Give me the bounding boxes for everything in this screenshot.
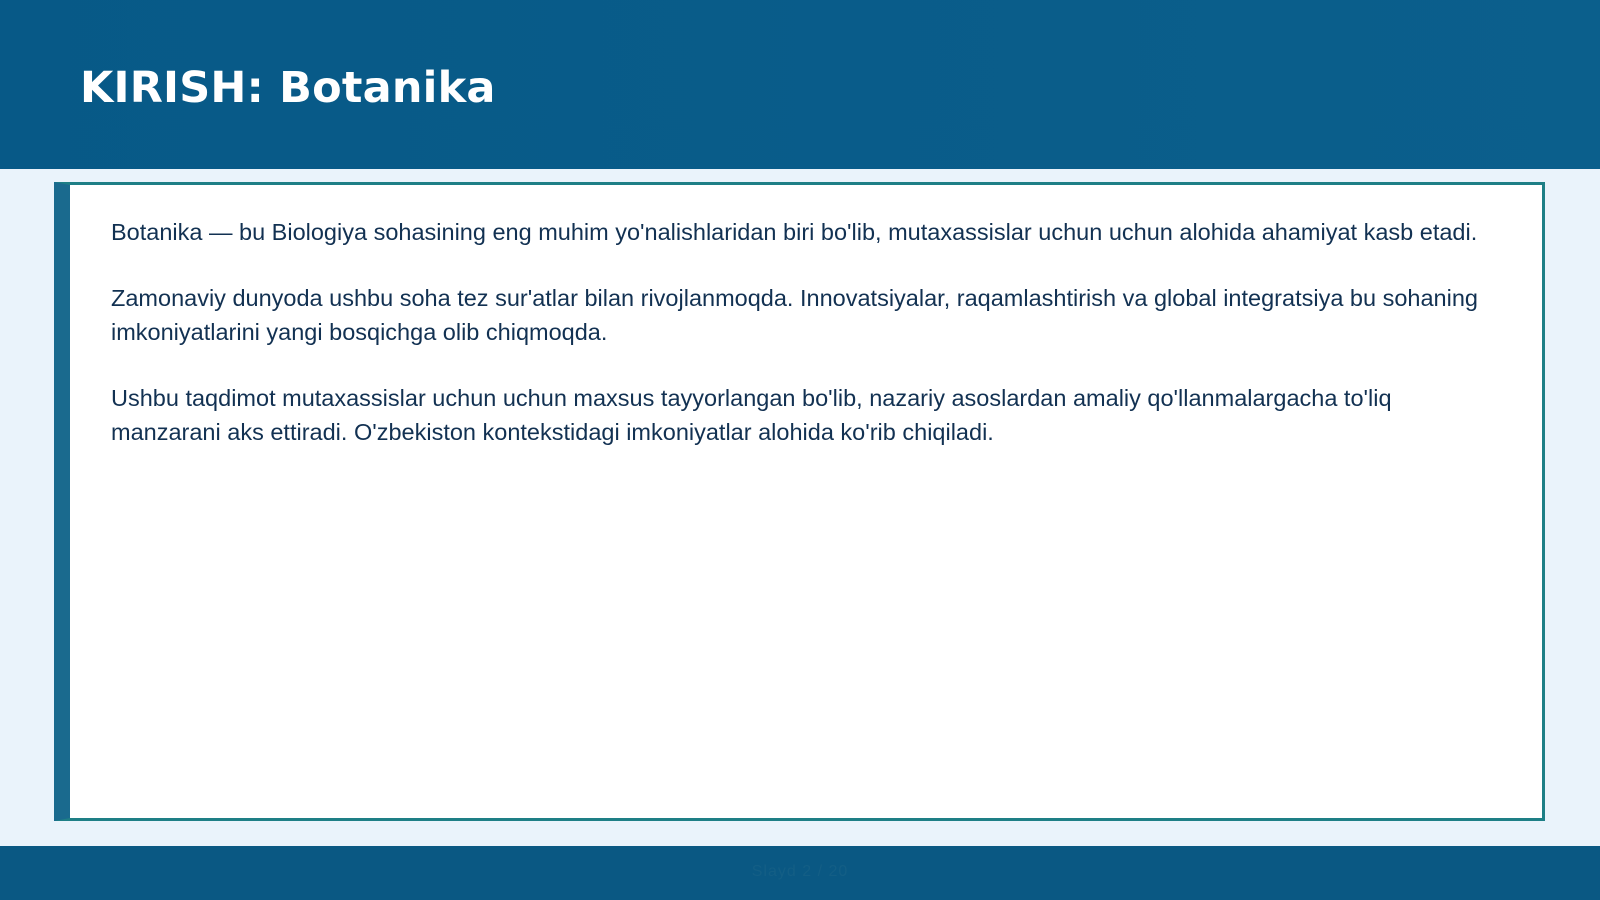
paragraph-modern-world: Zamonaviy dunyoda ushbu soha tez sur'atlar bilan rivojlanmoqda. Innovatsiyalar, raqamlashtirish va global integratsiya bu sohaning imkoniyatlarini yangi bosqichga olib chiqmoqda.	[111, 285, 1478, 345]
slide-number: Slayd 2 / 20	[751, 863, 849, 880]
slide-title: KIRISH: Botanika	[80, 63, 496, 113]
paragraph-intro: Botanika — bu Biologiya sohasining eng muhim yo'nalishlaridan biri bo'lib, mutaxassislar uchun uchun alohida ahamiyat kasb etadi.	[111, 219, 1478, 245]
content-text	[111, 215, 1501, 481]
slide-footer	[0, 846, 1600, 900]
content-box	[54, 182, 1545, 821]
slide-header	[0, 0, 1600, 169]
paragraph-presentation: Ushbu taqdimot mutaxassislar uchun uchun maxsus tayyorlangan bo'lib, nazariy asoslardan amaliy qo'llanmalargacha to'liq manzarani aks ettiradi. O'zbekiston kontekstidagi imkoniyatlar alohida ko'rib chiqiladi.	[111, 385, 1392, 445]
